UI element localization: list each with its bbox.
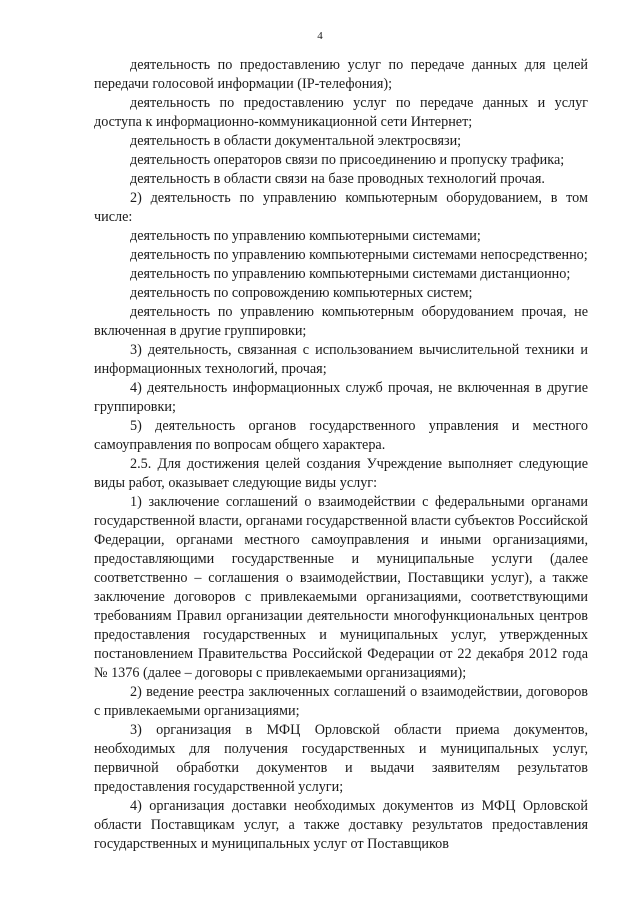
service-item-4: 4) организация доставки необходимых документов из МФЦ Орловской области Поставщикам услуг, а также доставку результатов предоставления государственных и муниципальных услуг от Поставщиков xyxy=(94,798,588,852)
page-number: 4 xyxy=(317,30,323,42)
list-item-4: 4) деятельность информационных служб прочая, не включенная в другие группировки; xyxy=(94,380,588,415)
paragraph: деятельность по управлению компьютерными системами дистанционно; xyxy=(130,266,571,282)
list-item-2: 2) деятельность по управлению компьютерным оборудованием, в том числе: xyxy=(94,190,588,225)
paragraph: деятельность по управлению компьютерным оборудованием прочая, не включенная в другие группировки; xyxy=(94,304,588,339)
service-item-1: 1) заключение соглашений о взаимодействии с федеральными органами государственной власти, органами государственной власти субъектов Российской Федерации, органами местного самоуправления и иными организациями, предоставляющими государственные и муниципальные услуги (далее соответственно – соглашения о взаимодействии, Поставщики услуг), а также заключение договоров с привлекаемыми организациями, соответствующими требованиям Правил организации деятельности многофункциональных центров предоставления государственных и муниципальных услуг, утвержденных постановлением Правительства Российской Федерации от 22 декабря 2012 года № 1376 (далее – договоры с привлекаемыми организациями); xyxy=(94,494,588,681)
service-item-2: 2) ведение реестра заключенных соглашений о взаимодействии, договоров с привлекаемыми организациями; xyxy=(94,684,588,719)
paragraph: деятельность по управлению компьютерными системами; xyxy=(130,228,481,244)
paragraph: деятельность по сопровождению компьютерных систем; xyxy=(130,285,473,301)
paragraph: деятельность в области документальной электросвязи; xyxy=(130,133,462,149)
service-item-3: 3) организация в МФЦ Орловской области приема документов, необходимых для получения государственных и муниципальных услуг, первичной обработки документов и выдачи заявителям результатов предоставления государственной услуги; xyxy=(94,722,588,795)
paragraph: деятельность операторов связи по присоединению и пропуску трафика; xyxy=(130,152,565,168)
paragraph: деятельность по предоставлению услуг по передаче данных и услуг доступа к информационно-коммуникационной сети Интернет; xyxy=(94,95,588,130)
section-2-5: 2.5. Для достижения целей создания Учреждение выполняет следующие виды работ, оказывает следующие виды услуг: xyxy=(94,456,588,491)
document-body xyxy=(94,56,588,854)
paragraph: деятельность по управлению компьютерными системами непосредственно; xyxy=(130,247,588,263)
paragraph: деятельность по предоставлению услуг по передаче данных для целей передачи голосовой информации (IP-телефония); xyxy=(94,57,588,92)
list-item-5: 5) деятельность органов государственного управления и местного самоуправления по вопросам общего характера. xyxy=(94,418,588,453)
list-item-3: 3) деятельность, связанная с использованием вычислительной техники и информационных технологий, прочая; xyxy=(94,342,588,377)
paragraph: деятельность в области связи на базе проводных технологий прочая. xyxy=(130,171,545,187)
